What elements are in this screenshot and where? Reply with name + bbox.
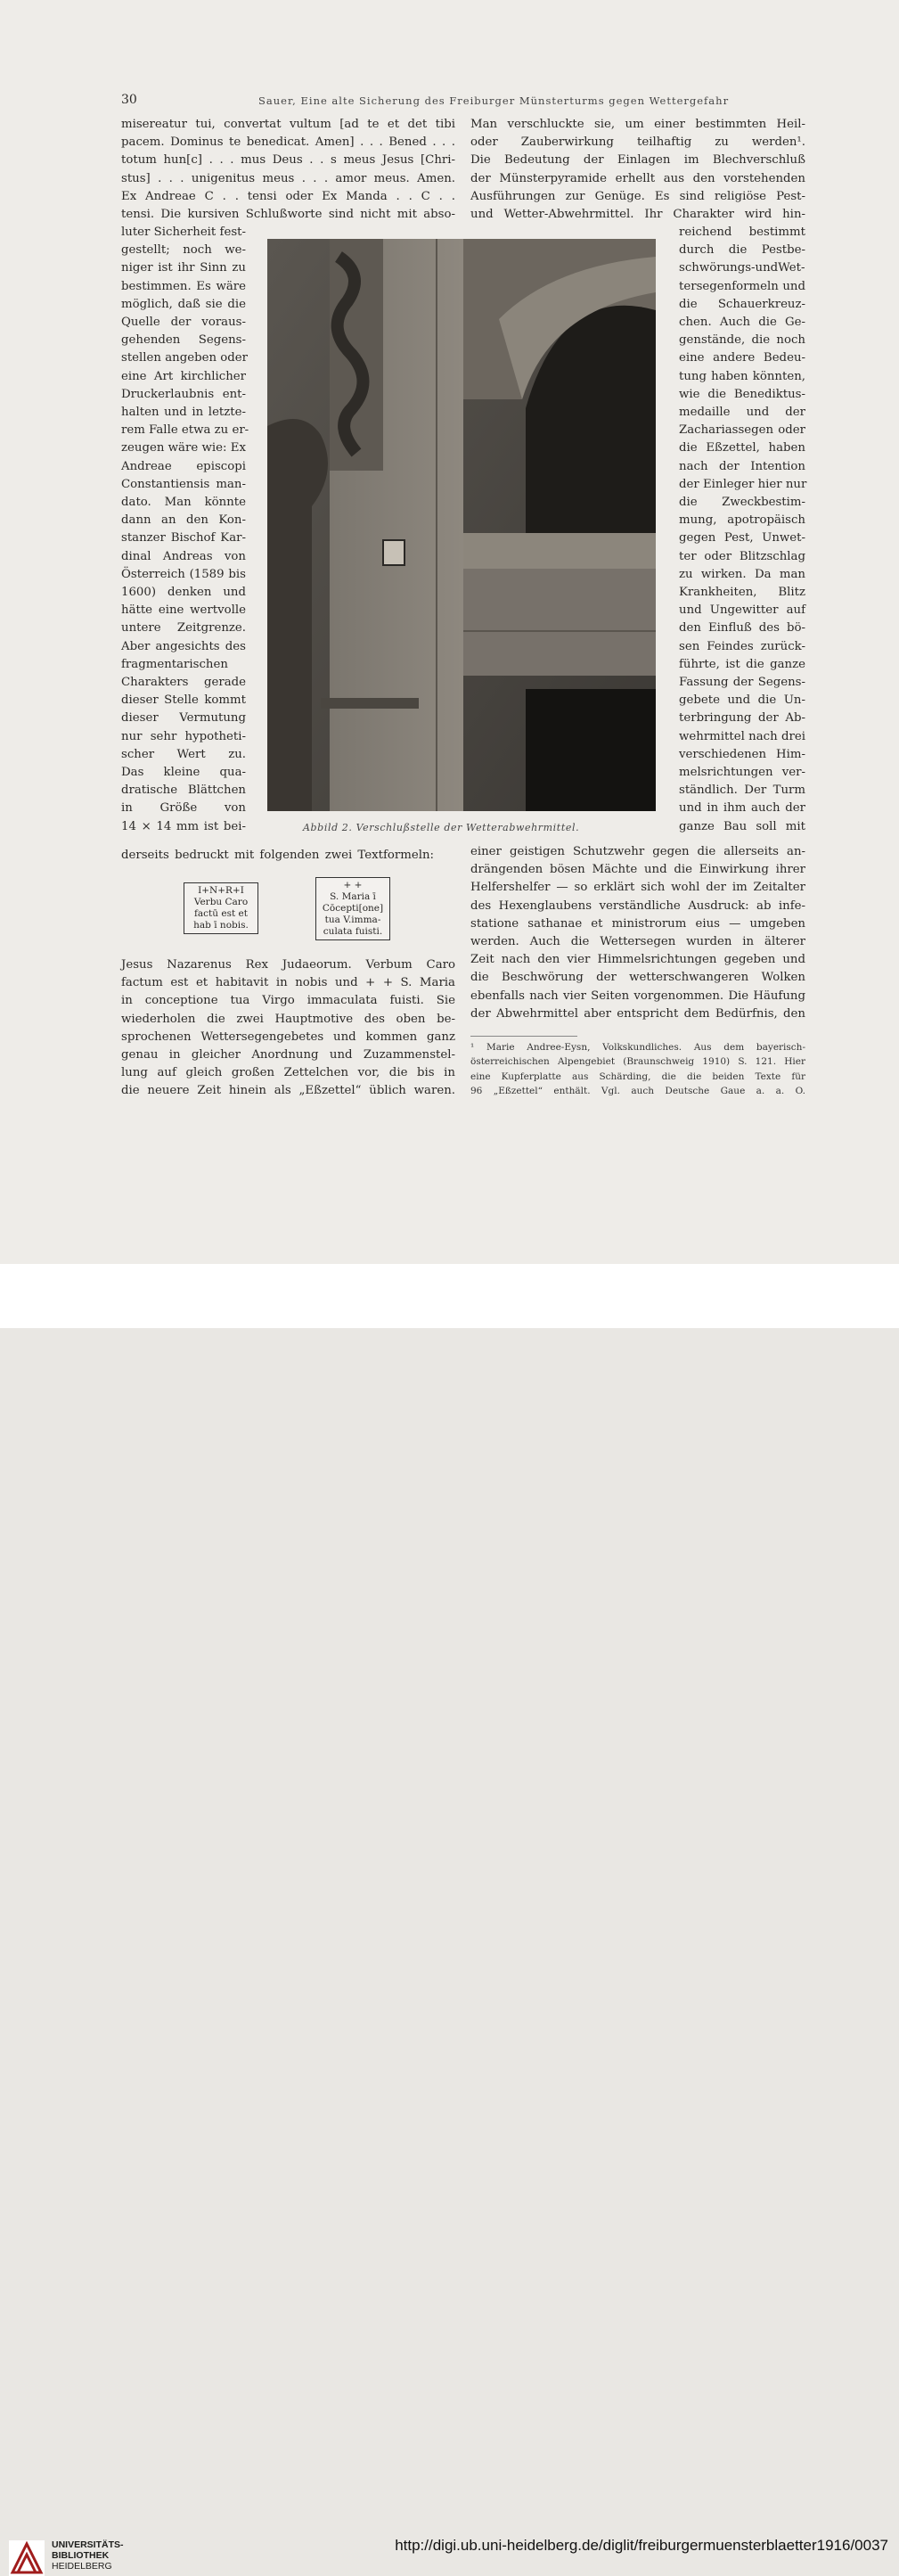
text-line: mung, apotropäisch — [679, 513, 805, 528]
library-name-line: UNIVERSITÄTS- — [52, 2539, 124, 2550]
formula-line: culata fuisti. — [323, 926, 383, 937]
text-line: dato. Man könnte — [121, 496, 246, 509]
library-logo-icon — [9, 2540, 45, 2576]
text-line: wie die Benediktus- — [679, 387, 805, 401]
text-line: Andreae episcopi — [121, 459, 246, 473]
text-line: zu wirken. Da man — [679, 567, 805, 581]
text-line: pacem. Dominus te benedicat. Amen] . . . Bened . . . — [121, 135, 455, 150]
text-line: Quelle der voraus- — [121, 316, 246, 329]
text-line: die Eßzettel, haben — [679, 441, 805, 455]
text-line: sprochenen Wettersegengebetes und kommen ganz — [121, 1030, 455, 1044]
text-line: führte, ist die ganze — [679, 657, 805, 671]
text-line: und Ungewitter auf — [679, 603, 805, 618]
text-line: ganze Bau soll mit — [679, 819, 805, 833]
text-line: der Einleger hier nur — [679, 477, 807, 491]
text-line: ständlich. Der Turm — [679, 783, 805, 798]
library-name-line: BIBLIOTHEK — [52, 2550, 110, 2561]
text-line: gestellt; noch we- — [121, 243, 246, 258]
footer-bar — [0, 1264, 899, 2572]
formula-box-1 — [184, 882, 258, 934]
text-line: totum hun[c] . . . mus Deus . . s meus Jesus [Chri- — [121, 153, 455, 168]
book-page — [0, 0, 899, 1264]
text-line: genau in gleicher Anordnung und Zuzammenstel- — [121, 1048, 455, 1062]
text-line: der Münsterpyramide erhellt aus den vorstehenden — [470, 171, 805, 185]
text-line: wehrmittel nach drei — [679, 729, 805, 743]
text-line: lung auf gleich großen Zettelchen vor, die bis in — [121, 1066, 455, 1080]
text-line: genstände, die noch — [679, 333, 805, 348]
text-line: in Größe von — [121, 801, 246, 816]
text-line: dratische Blättchen — [121, 783, 246, 798]
text-line: und in ihm auch der — [679, 801, 805, 816]
text-line: eine Kupferplatte aus Schärding, die die beiden Texte für — [470, 1071, 805, 1082]
text-line: niger ist ihr Sinn zu — [121, 261, 246, 275]
text-line: Ex Andreae C . . tensi oder Ex Manda . . C . . — [121, 189, 455, 203]
text-line: Aber angesichts des — [121, 639, 246, 653]
text-line: Constantiensis man- — [121, 477, 246, 491]
formula-line: I+N+R+I — [198, 885, 244, 896]
text-line: die Zweckbestim- — [679, 496, 805, 509]
text-line: chen. Auch die Ge- — [679, 316, 805, 329]
text-line: stellen angeben oder — [121, 351, 248, 365]
text-line: Krankheiten, Blitz — [679, 586, 805, 599]
left-bridge-line: derseits bedruckt mit folgenden zwei Textformeln: — [121, 849, 435, 862]
text-line: fragmentarischen — [121, 657, 228, 671]
text-line: die Beschwörung der wetterschwangeren Wolken — [470, 971, 805, 985]
footnote-rule — [470, 1036, 577, 1037]
text-line: melsrichtungen ver- — [679, 766, 805, 779]
text-line: ter oder Blitzschlag — [679, 549, 805, 563]
text-line: Man verschluckte sie, um einer bestimmten Heil- — [470, 118, 805, 131]
text-line: gebete und die Un- — [679, 693, 805, 708]
text-line: medaille und der — [679, 406, 805, 419]
text-line: Fassung der Segens- — [679, 676, 805, 689]
text-line: den Einfluß des bö- — [679, 621, 805, 636]
text-line: und Wetter-Abwehrmittel. Ihr Charakter wird hin- — [470, 208, 805, 221]
text-line: Die Bedeutung der Einlagen im Blechverschluß — [470, 153, 805, 168]
text-line: dinal Andreas von — [121, 549, 246, 563]
text-line: bestimmen. Es wäre — [121, 279, 246, 293]
text-line: dieser Stelle kommt — [121, 693, 246, 708]
text-line: Druckerlaubnis ent- — [121, 387, 246, 401]
formula-line: Cōcepti[one] — [322, 903, 384, 914]
text-line: gegen Pest, Unwet- — [679, 531, 805, 546]
text-line: österreichischen Alpengebiet (Braunschweig 1910) S. 121. Hier — [470, 1056, 805, 1068]
text-line: terbringung der Ab- — [679, 711, 805, 726]
text-line: zeugen wäre wie: Ex — [121, 441, 246, 455]
figure-caption: Abbild 2. Verschlußstelle der Wetterabwehrmittel. — [303, 822, 580, 833]
text-line: Zachariassegen oder — [679, 423, 805, 438]
text-line: Ausführungen zur Genüge. Es sind religiöse Pest- — [470, 189, 805, 203]
text-line: einer geistigen Schutzwehr gegen die allerseits an- — [470, 845, 805, 858]
text-line: die neuere Zeit hinein als „Eßzettel“ üblich waren. — [121, 1084, 455, 1098]
text-line: 14 × 14 mm ist bei- — [121, 819, 246, 833]
text-line: Das kleine qua- — [121, 766, 246, 779]
text-line: oder Zauberwirkung teilhaftig zu werden¹. — [470, 135, 805, 150]
text-line: dieser Vermutung — [121, 711, 246, 726]
formula-line: tua V.imma- — [324, 915, 381, 925]
formula-line: Verbu Caro — [193, 897, 249, 907]
text-line: rem Falle etwa zu er- — [121, 423, 249, 438]
tower-photograph — [267, 239, 656, 811]
text-line: untere Zeitgrenze. — [121, 621, 246, 636]
text-line: des Hexenglaubens verständliche Ausdruck: ab infe- — [470, 898, 805, 913]
text-line: stus] . . . unigenitus meus . . . amor meus. Amen. — [121, 171, 455, 185]
text-line: 96 „Eßzettel“ enthält. Vgl. auch Deutsche Gaue a. a. O. — [470, 1085, 805, 1096]
formula-line: S. Maria ī — [330, 891, 376, 902]
text-line: Charakters gerade — [121, 676, 246, 689]
text-line: der Abwehrmittel aber entspricht dem Bedürfnis, den — [470, 1006, 805, 1021]
page-number: 30 — [121, 93, 137, 107]
text-line: ¹ Marie Andree-Eysn, Volkskundliches. Aus dem bayerisch- — [470, 1042, 805, 1053]
text-line: tersegenformeln und — [679, 279, 805, 293]
library-name — [52, 2539, 124, 2572]
formula-line: + + — [343, 880, 363, 890]
text-line: hätte eine wertvolle — [121, 603, 246, 618]
text-line: möglich, daß sie die — [121, 297, 246, 311]
text-line: nach der Intention — [679, 459, 805, 473]
text-line: Zeit nach den vier Himmelsrichtungen gegeben und — [470, 953, 805, 967]
text-line: scher Wert zu. — [121, 747, 246, 761]
text-line: werden. Auch die Wettersegen wurden in älterer — [470, 935, 805, 948]
text-line: statione sathanae et ministrorum eius — umgeben — [470, 916, 805, 931]
text-line: halten und in letzte- — [121, 406, 246, 419]
text-line: Österreich (1589 bis — [121, 567, 246, 581]
text-line: Helfershelfer — so erklärt sich wohl der im Zeitalter — [470, 881, 805, 895]
running-title: Sauer, Eine alte Sicherung des Freiburger Münsterturms gegen Wettergefahr — [258, 94, 730, 107]
text-line: durch die Pestbe- — [679, 243, 805, 258]
text-line: Jesus Nazarenus Rex Judaeorum. Verbum Caro — [121, 958, 455, 972]
text-line: drängenden bösen Mächte und die Einwirkung ihrer — [470, 863, 805, 877]
text-line: 1600) denken und — [121, 586, 246, 599]
text-line: gehenden Segens- — [121, 333, 246, 348]
text-line: eine Art kirchlicher — [121, 369, 246, 383]
text-line: dann an den Kon- — [121, 513, 246, 528]
text-line: nur sehr hypotheti- — [121, 729, 246, 743]
text-line: in conceptione tua Virgo immaculata fuisti. Sie — [121, 994, 455, 1008]
text-line: wiederholen die zwei Hauptmotive des oben be- — [121, 1012, 455, 1026]
text-line: luter Sicherheit fest- — [121, 226, 246, 239]
text-line: schwörungs-undWet- — [679, 261, 805, 275]
text-line: eine andere Bedeu- — [679, 351, 805, 365]
text-line: sen Feindes zurück- — [679, 639, 805, 653]
text-line: stanzer Bischof Kar- — [121, 531, 246, 546]
formula-box-2 — [315, 877, 390, 940]
text-line: tensi. Die kursiven Schlußworte sind nicht mit abso- — [121, 208, 455, 221]
formula-line: hab ī nobis. — [193, 920, 249, 931]
library-name-line: HEIDELBERG — [52, 2561, 112, 2572]
text-line: factum est et habitavit in nobis und + + S. Maria — [121, 976, 455, 990]
text-line: tung haben könnten, — [679, 369, 805, 383]
text-line: misereatur tui, convertat vultum [ad te et det tibi — [121, 118, 455, 131]
formula-line: factū est et — [194, 908, 248, 919]
text-line: verschiedenen Him- — [679, 747, 805, 761]
text-line: reichend bestimmt — [679, 226, 805, 239]
text-line: ebenfalls nach vier Seiten vorgenommen. Die Häufung — [470, 989, 805, 1003]
text-line: die Schauerkreuz- — [679, 297, 805, 311]
source-url-link[interactable]: http://digi.ub.uni-heidelberg.de/diglit/freiburgermuensterblaetter1916/0037 — [395, 2537, 888, 2554]
